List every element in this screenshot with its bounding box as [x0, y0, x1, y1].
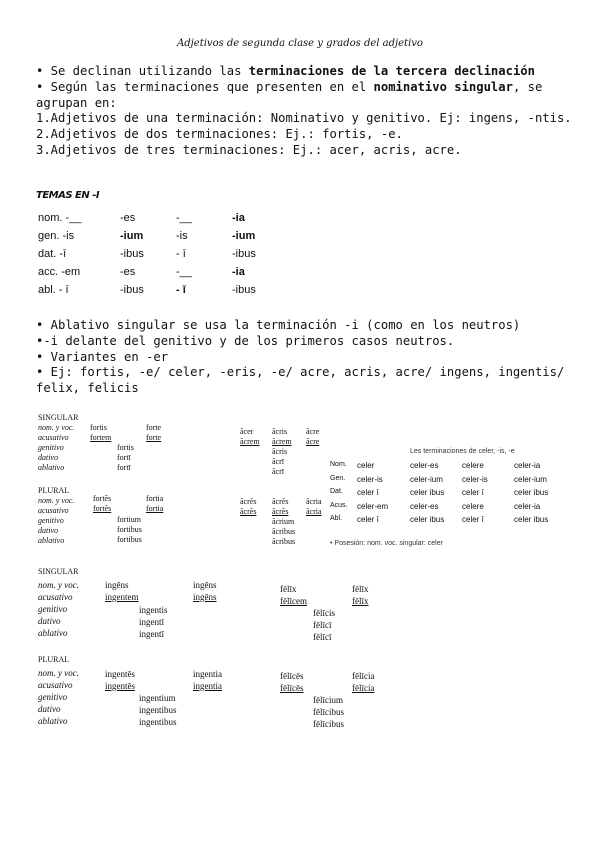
note-line-1: • Ablativo singular se usa la terminación -i (como en los neutros)	[36, 318, 521, 332]
form: ācria	[306, 497, 322, 506]
celer-cell: celer ibus	[410, 488, 445, 497]
case-label: nom. y voc.	[38, 668, 79, 678]
case-cell: dat. -ī	[38, 248, 67, 260]
celer-cell: celer ibus	[514, 515, 549, 524]
intro-line-4: 1.Adjetivos de una terminación: Nominativo y genitivo. Ej: ingens, -ntis.	[36, 111, 572, 125]
case-cell: -ium	[120, 230, 144, 242]
celer-cell: celer-ium	[514, 475, 547, 484]
form: ingentem	[105, 592, 139, 602]
form: fēlīx	[280, 584, 297, 594]
celer-cell: celer-is	[462, 475, 488, 484]
form: ācris	[272, 427, 288, 436]
note-line-3: • Variantes en -er	[36, 350, 169, 364]
celer-cell: celer-es	[410, 461, 439, 470]
form: fēlīcem	[280, 596, 307, 606]
case-cell: gen. -is	[38, 230, 75, 242]
form: fortī	[117, 453, 131, 462]
form: fēlīcia	[352, 683, 375, 693]
intro-line-2b: nominativo singular	[373, 80, 513, 94]
celer-cell: celer-ia	[514, 461, 541, 470]
case-label: acusativo	[38, 680, 73, 690]
celer-case: Abl.	[330, 515, 343, 522]
case-cell: acc. -em	[38, 266, 81, 278]
case-cell: -ium	[232, 230, 256, 242]
case-cell: -es	[120, 212, 136, 224]
intro-line-6: 3.Adjetivos de tres terminaciones: Ej.: acer, acris, acre.	[36, 143, 462, 157]
form: ingēns	[193, 580, 217, 590]
form: ingentia	[193, 669, 222, 679]
celer-cell: celer ī	[462, 515, 484, 524]
ingens-pl-label: PLURAL	[38, 655, 70, 664]
form: fortis	[117, 443, 134, 452]
form: ingentibus	[139, 717, 177, 727]
form: ingentibus	[139, 705, 177, 715]
celer-header: Les terminaciones de celer, -is, -e	[410, 448, 515, 455]
form: ācrium	[272, 517, 295, 526]
form: fēlīcibus	[313, 719, 344, 729]
intro-line-1b: terminaciones de la tercera declinación	[248, 64, 535, 78]
form: fēlīcēs	[280, 683, 304, 693]
form: ingentēs	[105, 669, 135, 679]
case-label: ablativo	[38, 628, 68, 638]
form: fortēs	[93, 504, 112, 513]
form: fortia	[146, 504, 164, 513]
note-line-4: • Ej: fortis, -e/ celer, -eris, -e/ acre, acris, acre/ ingens, ingentis/	[36, 365, 565, 379]
form: fēlīcis	[313, 608, 335, 618]
case-label: ablativo	[38, 536, 65, 545]
form: ācrī	[272, 457, 284, 466]
form: fēlīx	[352, 596, 369, 606]
case-cell: -ia	[232, 212, 245, 224]
temas-heading: TEMAS EN -I	[36, 190, 100, 201]
case-label: dativo	[38, 704, 61, 714]
form: fēlīcium	[313, 695, 343, 705]
form: fēlīcēs	[280, 671, 304, 681]
form: fortium	[117, 515, 141, 524]
case-cell: abl. - ī	[38, 284, 69, 296]
form: ācre	[306, 427, 320, 436]
celer-case: Nom.	[330, 461, 347, 468]
case-label: genitivo	[38, 516, 64, 525]
celer-footnote: • Posesión: nom. voc. singular: celer	[330, 540, 443, 547]
case-label: genitivo	[38, 443, 64, 452]
case-cell: - ī	[176, 284, 186, 296]
form: ingentī	[139, 617, 164, 627]
celer-cell: celer ibus	[410, 515, 445, 524]
form: forte	[146, 423, 162, 432]
celer-case: Acus.	[330, 502, 348, 509]
celer-cell: celer-ium	[410, 475, 443, 484]
celer-cell: celer-is	[357, 475, 383, 484]
case-cell: -ibus	[120, 248, 144, 260]
case-label: acusativo	[38, 506, 69, 515]
intro-line-2	[36, 80, 542, 94]
case-cell: -__	[176, 266, 192, 278]
form: ingentis	[139, 605, 168, 615]
case-label: dativo	[38, 453, 58, 462]
case-label: nom. y voc.	[38, 580, 79, 590]
form: ācrēs	[240, 497, 257, 506]
intro-line-2a: • Según las terminaciones que presenten en el	[36, 80, 374, 94]
celer-cell: celere	[462, 461, 484, 470]
case-label: ablativo	[38, 716, 68, 726]
intro-line-3: agrupan en:	[36, 96, 117, 110]
case-cell: -is	[176, 230, 188, 242]
page-title: Adjetivos de segunda clase y grados del adjetivo	[177, 38, 423, 49]
case-label: dativo	[38, 616, 61, 626]
celer-cell: celer-ia	[514, 502, 541, 511]
form: forte	[146, 433, 162, 442]
form: fortis	[90, 423, 107, 432]
form: fēlīx	[352, 584, 369, 594]
form: fortem	[90, 433, 112, 442]
form: ingentī	[139, 629, 164, 639]
case-cell: -ia	[232, 266, 245, 278]
celer-cell: celer ibus	[514, 488, 549, 497]
form: ācrem	[240, 437, 260, 446]
form: ācrēs	[272, 507, 289, 516]
celer-case: Gen.	[330, 475, 346, 482]
celer-cell: celer ī	[357, 488, 379, 497]
case-label: dativo	[38, 526, 58, 535]
celer-cell: celer-es	[410, 502, 439, 511]
case-label: genitivo	[38, 692, 67, 702]
note-line-2: •-i delante del genitivo y de los primeros casos neutros.	[36, 334, 455, 348]
form: ācribus	[272, 537, 296, 546]
form: ācrēs	[240, 507, 257, 516]
note-line-5: felix, felicis	[36, 381, 139, 395]
form: fēlīcibus	[313, 707, 344, 717]
form: fortī	[117, 463, 131, 472]
celer-cell: celer ī	[357, 515, 379, 524]
intro-line-1	[36, 64, 535, 78]
case-label: acusativo	[38, 592, 73, 602]
case-label: nom. y voc.	[38, 423, 75, 432]
form: fēlīcia	[352, 671, 375, 681]
intro-line-5: 2.Adjetivos de dos terminaciones: Ej.: fortis, -e.	[36, 127, 403, 141]
form: ingentium	[139, 693, 176, 703]
form: ingēns	[105, 580, 129, 590]
form: ācria	[306, 507, 322, 516]
ingens-sg-label: SINGULAR	[38, 567, 79, 576]
celer-cell: celer ī	[462, 488, 484, 497]
case-label: acusativo	[38, 433, 69, 442]
case-cell: -ibus	[120, 284, 144, 296]
case-label: ablativo	[38, 463, 65, 472]
form: ācribus	[272, 527, 296, 536]
case-cell: -es	[120, 266, 136, 278]
celer-cell: celer	[357, 461, 375, 470]
fortis-pl-label: PLURAL	[38, 486, 70, 495]
form: ācre	[306, 437, 320, 446]
case-cell: -ibus	[232, 248, 256, 260]
intro-line-1a: • Se declinan utilizando las	[36, 64, 249, 78]
form: ingēns	[193, 592, 217, 602]
form: fortia	[146, 494, 164, 503]
case-cell: - ī	[176, 248, 186, 260]
form: ācris	[272, 447, 288, 456]
form: ācrī	[272, 467, 284, 476]
case-cell: -__	[176, 212, 192, 224]
case-label: genitivo	[38, 604, 67, 614]
form: ācrēs	[272, 497, 289, 506]
form: fortibus	[117, 525, 142, 534]
fortis-sg-label: SINGULAR	[38, 413, 79, 422]
case-cell: -ibus	[232, 284, 256, 296]
celer-case: Dat.	[330, 488, 343, 495]
celer-cell: celere	[462, 502, 484, 511]
form: fēlīcī	[313, 620, 332, 630]
form: ācer	[240, 427, 254, 436]
case-label: nom. y voc.	[38, 496, 75, 505]
intro-line-2c: , se	[512, 80, 543, 94]
form: fēlīcī	[313, 632, 332, 642]
form: ācrem	[272, 437, 292, 446]
form: fortibus	[117, 535, 142, 544]
form: ingentēs	[105, 681, 135, 691]
form: fortēs	[93, 494, 112, 503]
celer-cell: celer-em	[357, 502, 389, 511]
case-cell: nom. -__	[38, 212, 82, 224]
form: ingentia	[193, 681, 222, 691]
